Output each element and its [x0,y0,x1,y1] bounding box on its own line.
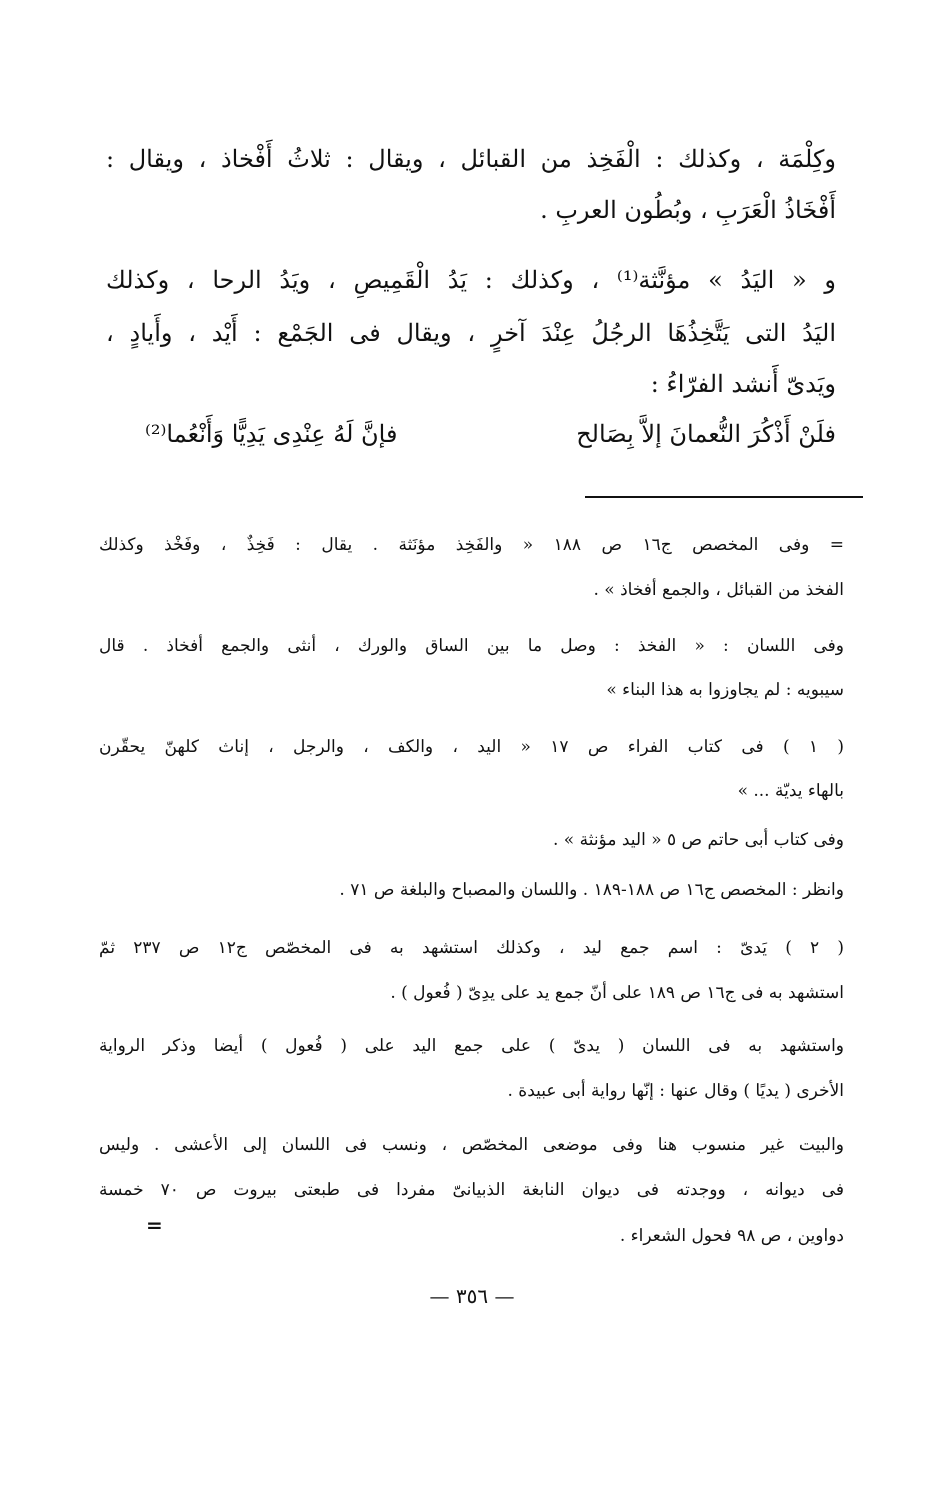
main-text-line: وكِلْمَة ، وكذلك : الْفَخِذ من القبائل ، ويقال : ثلاثُ أَفْخاذ ، ويقال : [106,145,836,173]
main-text-line: أَفْخَاذُ الْعَرَبِ ، وبُطُون العربِ . [540,196,836,224]
footnote-line: ( ١ ) فى كتاب الفراء ص ١٧ « اليد ، والكف ، والرجل ، إناث كلهنّ يحقّرن [99,737,844,757]
verse-hemistich-first: فلَنْ أَذْكُرَ النُّعمانَ إلاَّ بِصَالح [576,420,836,448]
main-text-line: و « اليَدُ » مؤنَّثة⁽¹⁾ ، وكذلك : يَدُ الْقَمِيصِ ، ويَدُ الرحا ، وكذلك [106,266,837,294]
footnote-line: والبيت غير منسوب هنا وفى موضعى المخصّص ، ونسب فى اللسان إلى الأعشى . وليس [99,1135,844,1155]
footnote-line: الأخرى ( يديًا ) وقال عنها : إنّها رواية أبى عبيدة . [507,1081,844,1101]
footnote-line: وانظر : المخصص ج١٦ ص ١٨٨-١٨٩ . واللسان والمصباح والبلغة ص ٧١ . [339,880,844,900]
main-text-line: اليَدُ التى يَتَّخِذُهَا الرجُلُ عِنْدَ آخرٍ ، ويقال فى الجَمْع : أَيْد ، وأَيادٍ ، [106,319,836,347]
footnote-line: وفى كتاب أبى حاتم ص ٥ « اليد مؤنثة » . [552,830,844,850]
footnote-line: استشهد به فى ج١٦ ص ١٨٩ على أنّ جمع يد على يدِىّ ( فُعول ) . [390,983,844,1003]
footnote-separator [585,496,863,498]
footnote-line: = وفى المخصص ج١٦ ص ١٨٨ « والفَخِذ مؤنَثة . يقال : فَخِذٌ ، وفَخْذ وكذلك [99,535,844,555]
footnote-line: وفى اللسان : « الفخذ : وصل ما بين الساق والورك ، أنثى والجمع أفخاذ . قال [99,636,844,656]
continuation-mark: = [146,1213,163,1237]
footnote-line: واستشهد به فى اللسان ( يدىّ ) على جمع اليد على ( فُعول ) أيضا وذكر الرواية [99,1036,844,1056]
verse-hemistich-second: فإنَّ لَهُ عِنْدِى يَدِيًّا وَأَنْعُما⁽²⁾ [145,420,398,448]
page-number: — ٣٥٦ — [429,1284,515,1308]
footnote-line: بالهاء يديّة ... » [737,781,844,801]
footnote-line: دواوين ، ص ٩٨ فحول الشعراء . [619,1226,844,1246]
footnote-line: سيبويه : لم يجاوزوا به هذا البناء » [606,680,844,700]
main-text-line: ويَدىّ أَنشد الفرّاءُ : [650,370,836,398]
footnote-line: الفخذ من القبائل ، والجمع أفخاذ » . [593,580,844,600]
footnote-line: فى ديوانه ، ووجدته فى ديوان النابغة الذبيانىّ مفردا فى طبعتى بيروت ص ٧٠ خمسة [99,1180,844,1200]
footnote-line: ( ٢ ) يَدىّ : اسم جمع ليد ، وكذلك استشهد به فى المخصّص ج١٢ ص ٢٣٧ ثمّ [99,938,844,958]
